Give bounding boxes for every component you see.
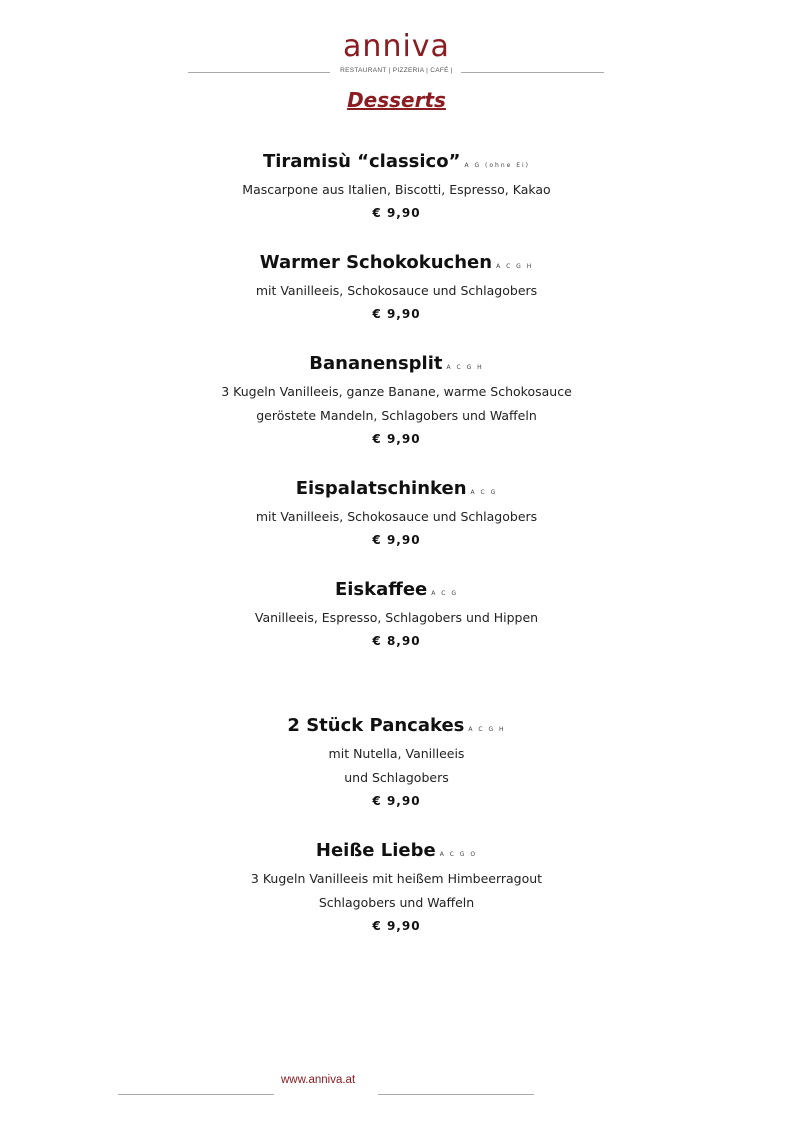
item-price: € 9,90 [372,919,421,933]
item-description: mit Vanilleeis, Schokosauce und Schlagobers [255,509,538,524]
item-description: 3 Kugeln Vanilleeis, ganze Banane, warme Schokosauce [221,384,572,399]
item-description: Mascarpone aus Italien, Biscotti, Espresso, Kakao [242,182,551,197]
logo: anniva [343,29,450,64]
item-price: € 9,90 [372,307,421,321]
footer [0,1074,793,1104]
item-name: Warmer Schokokuchen [259,252,493,273]
menu-item-tiramisu [0,150,793,224]
item-price: € 9,90 [372,206,421,220]
item-price: € 9,90 [372,432,421,446]
menu-item-heisse-liebe [0,839,793,937]
item-description: Schlagobers und Waffeln [318,895,475,910]
item-price: € 8,90 [372,634,421,648]
allergen-codes: A C G O [439,851,478,858]
section-title: Desserts [347,88,446,112]
item-name: Bananensplit [309,353,443,374]
item-description: geröstete Mandeln, Schlagobers und Waffeln [256,408,537,423]
item-description: mit Vanilleeis, Schokosauce und Schlagobers [255,283,538,298]
allergen-codes: A C G H [468,726,506,733]
item-description: 3 Kugeln Vanilleeis mit heißem Himbeerragout [250,871,543,886]
footer-divider-left [118,1094,274,1095]
item-name: Heiße Liebe [315,840,436,861]
header-divider-right [461,72,604,73]
website-link[interactable]: www.anniva.at [281,1074,356,1086]
allergen-codes: A C G [431,590,459,597]
item-price: € 9,90 [372,794,421,808]
menu-item-warmer-schokokuchen [0,251,793,325]
menu-item-bananensplit [0,352,793,450]
item-name: 2 Stück Pancakes [287,715,465,736]
header [0,30,793,80]
menu-item-eispalatschinken [0,477,793,551]
item-price: € 9,90 [372,533,421,547]
item-name: Tiramisù “classico” [262,151,461,172]
tagline-row [0,66,793,80]
item-description: und Schlagobers [344,770,449,785]
dessert-menu [0,150,793,937]
item-description: mit Nutella, Vanilleeis [328,746,465,761]
menu-item-pancakes [0,714,793,812]
tagline: RESTAURANT | PIZZERIA | CAFÉ | [340,67,453,74]
allergen-codes: A C G H [496,263,534,270]
footer-divider-right [378,1094,534,1095]
allergen-codes: A C G H [446,364,484,371]
item-description: Vanilleeis, Espresso, Schlagobers und Hippen [254,610,539,625]
allergen-codes: A C G [470,489,498,496]
menu-item-eiskaffee [0,578,793,652]
item-name: Eispalatschinken [295,478,467,499]
item-name: Eiskaffee [334,579,428,600]
allergen-codes: A G (ohne Ei) [464,162,531,169]
